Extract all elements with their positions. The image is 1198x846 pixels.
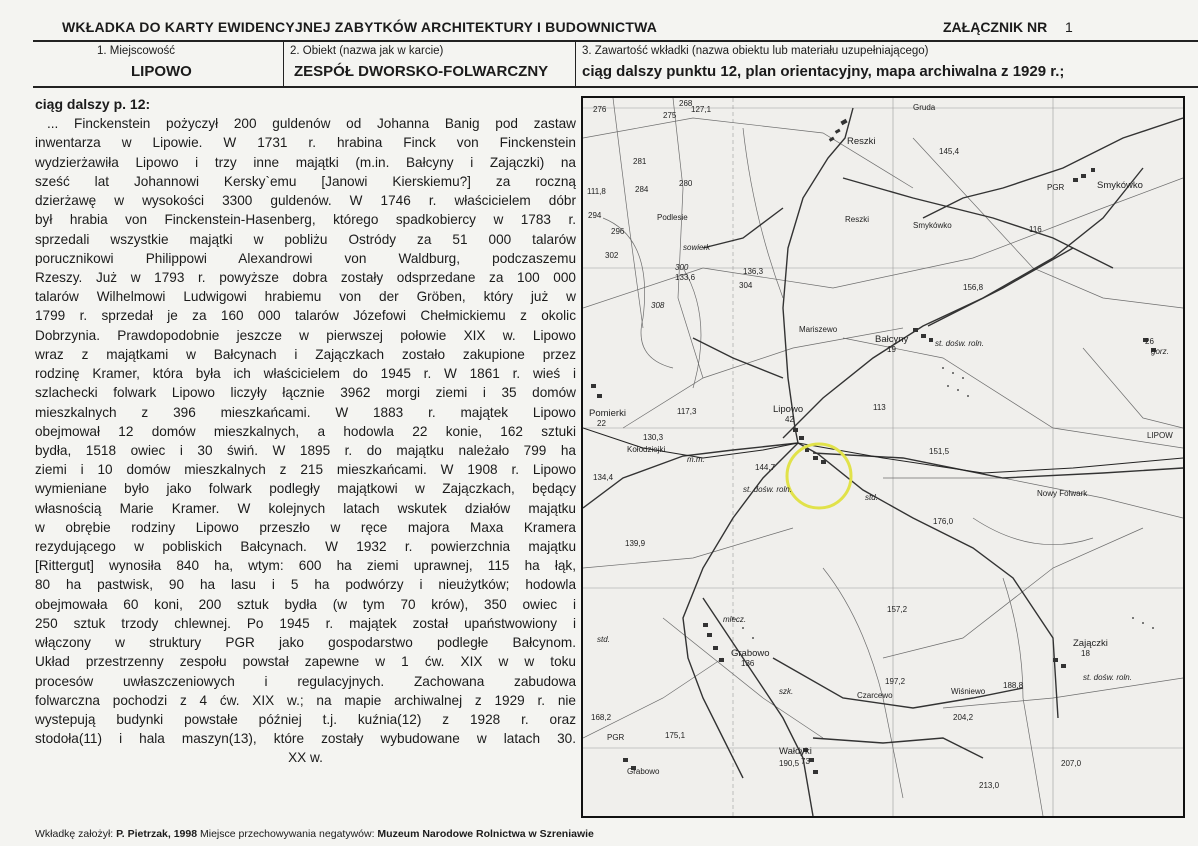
object-field <box>283 42 575 86</box>
place-mariszewo: Mariszewo <box>799 325 838 334</box>
text-line: Rzeszy. Już w 1793 r. powyższe dobra zostały odsprzedane za 100 000 <box>35 269 576 285</box>
object-label: 2. Obiekt (nazwa jak w karcie) <box>290 45 444 57</box>
content-value: ciąg dalszy punktu 12, plan orientacyjny, mapa archiwalna z 1929 r.; <box>582 63 1065 80</box>
height-h9: 151,5 <box>929 447 950 456</box>
text-line: w obrębie rodziny Lipowo przeszło w ręce majora Maxa Kramera <box>35 519 576 535</box>
place-st-dosw-1: st. dośw. roln. <box>935 339 984 348</box>
height-h13: 197,2 <box>885 677 906 686</box>
place-pomierki: Pomierki <box>589 408 626 419</box>
sheet-number-10: 308 <box>651 301 665 310</box>
map-drawing <box>583 98 1183 816</box>
text-line: Dobrzynia. Prawdopodobnie jeszcze w pierwszej połowie XIX w. Lipowo <box>35 327 576 343</box>
place-field <box>33 42 283 86</box>
place-sowierk: sowierk <box>683 243 711 252</box>
railway <box>583 428 1183 473</box>
height-h11: 139,9 <box>625 539 646 548</box>
height-h17: 175,1 <box>665 731 686 740</box>
place-pgr-top: PGR <box>1047 183 1065 192</box>
sheet-number-12: 296 <box>611 227 625 236</box>
text-line: wraz z majątkami w Bałcynach i Zajączkach zostało zakupione przez <box>35 346 576 362</box>
text-line: własnością Marie Kramer. W kolejnych latach wskutek działów majątku <box>35 500 576 516</box>
sheet-number-2: 275 <box>663 111 677 120</box>
place-mleczarnia: mlecz. <box>723 615 747 624</box>
place-pgr-bottom: PGR <box>607 733 625 742</box>
sheet-number-7: 302 <box>605 251 619 260</box>
sheet-number-6: 294 <box>588 211 602 220</box>
place-wisniewo: Wiśniewo <box>951 687 986 696</box>
place-lipowo-num: 42 <box>785 415 794 424</box>
text-line: bydła, 1518 owiec i 30 świń. W 1895 r. do majątku należało 799 ha <box>35 442 576 458</box>
place-label: 1. Miejscowość <box>97 45 175 57</box>
text-line: talarów Wilhelmowi Ludwigowi hrabiemu von der Gröben, który już w <box>35 289 576 305</box>
annex-label: ZAŁĄCZNIK NR <box>943 19 1048 35</box>
sheet-number-3: 268 <box>679 99 693 108</box>
place-std-left: std. <box>597 635 610 644</box>
sheet-number-4: 281 <box>633 157 647 166</box>
place-balcyny-num: 19 <box>887 345 896 354</box>
place-grabowo-small: Grabowo <box>627 767 660 776</box>
text-line: rodzinę Kramer, która była ich właścicielem do 1945 r. W 1861 r. wieś i <box>35 366 576 382</box>
place-nowy-folwark: Nowy Folwark <box>1037 489 1088 498</box>
text-line: procesów uwłaszczeniowych i regulacyjnych. Zachowana zabudowa <box>35 673 576 689</box>
history-text <box>35 95 576 768</box>
height-h14: 188,8 <box>1003 681 1024 690</box>
place-pomierki-num: 22 <box>597 419 606 428</box>
place-podlesie: Podlesie <box>657 213 688 222</box>
text-line: wystepują budynki powstałe później t.j. kuźnia(12) z 1928 r. oraz <box>35 712 576 727</box>
sheet-number-5: 280 <box>679 179 693 188</box>
place-gorz: gorz. <box>1151 347 1169 356</box>
height-h22: 113 <box>873 403 886 412</box>
text-line: obejmowała 60 koni, 200 sztuk bydła (w tym 70 krów), 350 owiec i <box>35 596 576 612</box>
text-line: był hrabia von Finckenstein-Hasenberg, którego spadkobiercy w 1783 r. <box>35 212 576 228</box>
text-line: porucznikowi Philippowi Alexandrowi von Waldburg, podczaszemu <box>35 250 576 266</box>
height-h10: 176,0 <box>933 517 954 526</box>
place-std: std. <box>865 493 878 502</box>
text-line: szlachecki folwark Lipowo liczyły łącznie 3962 morgi ziemi i 35 domów <box>35 385 576 401</box>
created-value: P. Pietrzak, 1998 <box>116 828 198 840</box>
text-line: mieszkalnych z 396 mieszkańcami. W 1883 r. majątek Lipowo <box>35 404 576 420</box>
text-line: [Rittergut] wynosiła 840 ha, wtym: 600 ha ziemi uprawnej, 115 ha łąk, <box>35 558 576 574</box>
text-line: wymieniane było jako folwark podległy majątkowi w Zajączkach, będący <box>35 481 576 497</box>
text-line: rezydującego w pobliskich Bałcynach. W 1932 r. powierzchnia majątku <box>35 539 576 555</box>
place-waldyki: Wałdyki <box>779 746 812 757</box>
place-lipowo-right: LIPOW <box>1147 431 1173 440</box>
text-line: inwentarza w Lipowie. W 1731 r. hrabina Finck von Finckenstein <box>35 135 576 151</box>
place-balcyny: Bałcyny <box>875 334 909 345</box>
text-line: dzierżawę w wysokości 3300 guldenów. W 1746 r. właścicielem dóbr <box>35 193 576 209</box>
height-h3: 156,8 <box>963 283 984 292</box>
place-zajaczki-num: 18 <box>1081 649 1090 658</box>
place-reszki-small: Reszki <box>845 215 870 224</box>
height-h4: 133,6 <box>675 273 696 282</box>
text-line: 80 ha pastwisk, 90 ha lasu i 5 ha podwórzy i nieużytków; hodowla <box>35 577 576 593</box>
text-line: folwarczna pochodzi z 4 ćw. XIX w.; na mapie archiwalnej z 1929 r. nie <box>35 692 576 708</box>
height-h24: 111,8 <box>587 187 606 196</box>
text-line: sześć lat Johannowi Kersky`emu [Janowi Kierskiemu?] za roczną <box>35 173 576 189</box>
place-gorz-num: 26 <box>1145 337 1154 346</box>
height-h8: 134,4 <box>593 473 614 482</box>
place-kolodziejki: Kołodziejki <box>627 445 666 454</box>
text-line: włączony w struktury PGR jako gospodarstwo podległe Bałcynom. <box>35 635 576 651</box>
footer <box>35 828 594 840</box>
place-grabowo-num: 136 <box>741 659 755 668</box>
place-waldyki-num: 73 <box>801 757 810 766</box>
text-line: XX w. <box>288 750 323 766</box>
text-lines <box>35 114 576 767</box>
place-smykowko-small: Smykówko <box>913 221 952 230</box>
height-h19: 213,0 <box>979 781 1000 790</box>
height-h1: 127,1 <box>691 105 712 114</box>
text-line: ziemi i 10 domów mieszkalnych z 215 mieszkańcami. W 1908 r. Lipowo <box>35 462 576 478</box>
place-st-dosw-2: st. dośw. roln. <box>743 485 792 494</box>
text-line: 1799 r. sprzedał je za 160 000 talarów Józefowi Chełmickiemu z okolic <box>35 308 576 324</box>
text-line: Układ przestrzenny zespołu powstał zapewne w 1 ćw. XIX w w toku <box>35 654 576 670</box>
place-lipowo: Lipowo <box>773 404 804 415</box>
sheet-number-9: 304 <box>739 281 753 290</box>
place-smykowko: Smykówko <box>1097 180 1143 191</box>
sheet-number-1: 276 <box>593 105 607 114</box>
height-h6: 130,3 <box>643 433 664 442</box>
text-line: ... Finckenstein pożyczył 200 guldenów od Johanna Banig pod zastaw <box>47 116 576 132</box>
place-grabowo: Grabowo <box>731 648 770 659</box>
text-heading: ciąg dalszy p. 12: <box>35 96 151 112</box>
content-label: 3. Zawartość wkładki (nazwa obiektu lub materiału uzupełniającego) <box>582 45 929 57</box>
annex-number: 1 <box>1065 19 1073 35</box>
place-mm: m.m. <box>687 455 705 464</box>
text-line: obejmował 12 domów mieszkalnych, a hodowla 22 konie, 162 sztuki <box>35 423 576 439</box>
height-h16: 168,2 <box>591 713 612 722</box>
place-value: LIPOWO <box>131 63 192 80</box>
created-label: Wkładkę założył: <box>35 828 114 840</box>
negatives-label: Miejsce przechowywania negatywów: <box>200 828 375 840</box>
height-h20: 207,0 <box>1061 759 1082 768</box>
negatives-value: Muzeum Narodowe Rolnictwa w Szreniawie <box>377 828 594 840</box>
place-st-dosw-3: st. dośw. roln. <box>1083 673 1132 682</box>
height-h5: 136,3 <box>743 267 764 276</box>
archival-map <box>581 96 1185 818</box>
height-h12: 157,2 <box>887 605 908 614</box>
sheet-number-11: 284 <box>635 185 649 194</box>
object-value: ZESPÓŁ DWORSKO-FOLWARCZNY <box>294 63 549 80</box>
header-fields <box>33 40 1198 88</box>
height-h2: 145,4 <box>939 147 960 156</box>
height-h18: 190,5 <box>779 759 800 768</box>
height-h21: 117,3 <box>677 407 697 416</box>
place-gruda: Gruda <box>913 103 936 112</box>
place-zajaczki: Zajączki <box>1073 638 1108 649</box>
card-title: WKŁADKA DO KARTY EWIDENCYJNEJ ZABYTKÓW ARCHITEKTURY I BUDOWNICTWA <box>62 19 658 35</box>
height-h23: 116 <box>1029 225 1042 234</box>
text-line: wydzierżawiła Lipowo i trzy inne majątki (m.in. Bałcyny i Zajączki) na <box>35 154 576 170</box>
sheet-number-8: 300 <box>675 263 689 272</box>
content-field <box>575 42 1198 86</box>
text-line: stodoła(11) i hala maszyn(13), które zostały wybudowane w latach 30. <box>35 731 576 747</box>
text-line: sprzedali wszystkie majątki w pobliżu Ostródy za 51 000 talarów <box>35 231 576 247</box>
place-szk: szk. <box>779 687 794 696</box>
height-h15: 204,2 <box>953 713 974 722</box>
height-h7: 144,7 <box>755 463 776 472</box>
place-reszki: Reszki <box>847 136 876 147</box>
place-czarcewo: Czarcewo <box>857 691 893 700</box>
text-line: 250 sztuk trzody chlewnej. Po 1945 r. majątek został upaństwowiony i <box>35 615 576 631</box>
